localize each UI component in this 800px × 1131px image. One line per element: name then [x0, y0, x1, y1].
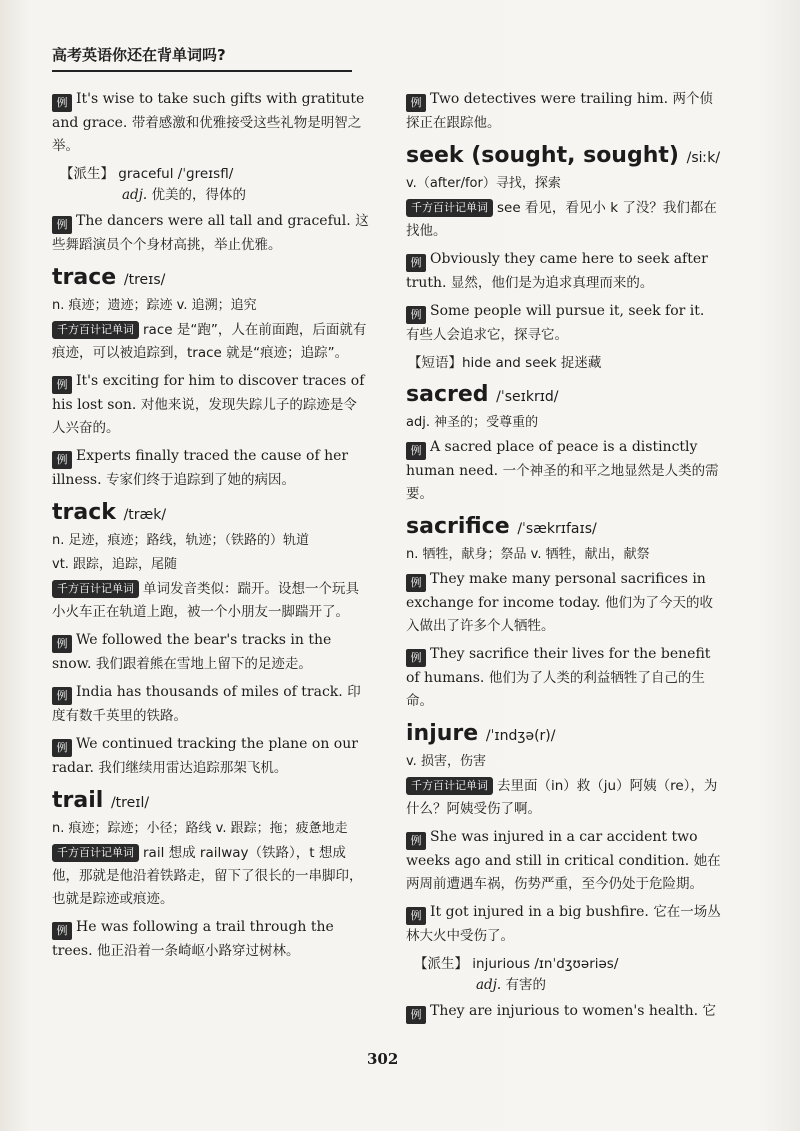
example-sacrifice-2 — [406, 643, 722, 713]
headword-text: sacred — [406, 382, 489, 407]
derived-phonetic: /ˈɡreɪsfl/ — [177, 166, 234, 182]
mnemonic-injure — [406, 775, 722, 821]
phonetic: /ˈseɪkrɪd/ — [496, 389, 559, 405]
example-icon: 例 — [52, 216, 72, 234]
example-trace-2 — [52, 445, 370, 492]
derived-def: 优美的，得体的 — [151, 187, 246, 203]
derived-entry — [60, 164, 370, 206]
example-en: They make many personal sacrifices in exchange for income today. — [406, 571, 706, 611]
example-icon: 例 — [406, 1006, 426, 1024]
headword-injure — [406, 719, 722, 751]
example-trace-1 — [52, 370, 370, 440]
headword-text: injure — [406, 721, 479, 746]
definition: vt. 跟踪，追踪，尾随 — [52, 557, 178, 572]
derived-label: 【派生】 — [414, 956, 468, 972]
example-zh: 他们为了今天的收入做出了许多个人牺牲。 — [406, 595, 713, 634]
headword-trail — [52, 786, 370, 818]
example-zh: 她在两周前遭遇车祸，伤势严重，至今仍处于危险期。 — [406, 853, 721, 892]
mnemonic-badge: 千方百计记单词 — [406, 777, 493, 795]
example-en: They sacrifice their lives for the benefit of humans. — [406, 646, 711, 686]
example-injure-2 — [406, 901, 722, 948]
example-zh: 我们跟着熊在雪地上留下的足迹走。 — [95, 656, 312, 672]
mnemonic-text: see 看见，看见小 k 了没？我们都在找他。 — [406, 200, 717, 239]
phrase-label: 【短语】 — [408, 355, 462, 371]
example-zh: 有些人会追求它，探寻它。 — [406, 327, 568, 343]
example-icon: 例 — [406, 306, 426, 324]
headword-text: track — [52, 500, 116, 525]
example-en: Two detectives were trailing him. — [430, 91, 669, 107]
derived-def: 有害的 — [505, 977, 546, 993]
right-column — [406, 88, 722, 1029]
example-zh: 它在一场丛林大火中受伤了。 — [406, 904, 721, 944]
derived-word: graceful — [118, 166, 174, 182]
example-en: We followed the bear's tracks in the snow. — [52, 632, 332, 672]
example-zh: 它 — [702, 1003, 717, 1019]
example-zh: 两个侦探正在跟踪他。 — [406, 91, 714, 131]
definition: v.（after/for）寻找，探索 — [406, 176, 561, 191]
mnemonic-text: rail 想成 railway（铁路），t 想成他，那就是他沿着铁路走，留下了很长的一串脚印，也就是踪迹或痕迹。 — [52, 845, 363, 907]
definition: n. 痕迹；踪迹；小径；路线 v. 跟踪；拖；疲惫地走 — [52, 821, 348, 836]
example-icon: 例 — [406, 94, 426, 112]
example-en: He was following a trail through the trees. — [52, 919, 334, 959]
example-zh: 他正沿着一条崎岖小路穿过树林。 — [96, 943, 300, 959]
example-en: We continued tracking the plane on our radar. — [52, 736, 358, 776]
example-detectives — [406, 88, 722, 135]
example-en: It's wise to take such gifts with gratitute and grace. — [52, 91, 365, 131]
example-icon: 例 — [52, 922, 72, 940]
headword-seek — [406, 141, 722, 173]
example-en: A sacred place of peace is a distinctly human need. — [406, 439, 698, 479]
example-seek-1 — [406, 248, 722, 295]
example-dancers — [52, 210, 370, 257]
phonetic: /ˈɪndʒə(r)/ — [485, 728, 556, 744]
mnemonic-badge: 千方百计记单词 — [52, 844, 139, 862]
example-en: It's exciting for him to discover traces of his lost son. — [52, 373, 365, 413]
example-zh: 专家们终于追踪到了她的病因。 — [106, 472, 296, 488]
left-column — [52, 88, 370, 968]
example-icon: 例 — [406, 442, 426, 460]
derived-label: 【派生】 — [60, 166, 114, 182]
example-en: Obviously they came here to seek after truth. — [406, 251, 708, 291]
example-icon: 例 — [52, 94, 72, 112]
phonetic: /træk/ — [123, 507, 167, 523]
definition: v. 损害，伤害 — [406, 754, 486, 769]
phonetic: /treɪs/ — [123, 272, 166, 288]
phrase-text: hide and seek 捉迷藏 — [462, 355, 602, 371]
example-zh: 显然，他们是为追求真理而来的。 — [450, 275, 654, 291]
example-track-3 — [52, 733, 370, 780]
running-header: 高考英语你还在背单词吗? — [52, 46, 226, 64]
example-en: The dancers were all tall and graceful. — [76, 213, 351, 229]
mnemonic-badge: 千方百计记单词 — [52, 321, 139, 339]
example-icon: 例 — [406, 907, 426, 925]
example-icon: 例 — [406, 649, 426, 667]
example-track-1 — [52, 629, 370, 676]
headword-text: trail — [52, 788, 104, 813]
example-sacred-1 — [406, 436, 722, 506]
example-trail-1 — [52, 916, 370, 963]
definition: adj. 神圣的；受尊重的 — [406, 415, 539, 430]
example-en: It got injured in a big bushfire. — [430, 904, 649, 920]
headword-text: trace — [52, 265, 117, 290]
phonetic: /ˈsækrɪfaɪs/ — [517, 521, 597, 537]
mnemonic-badge: 千方百计记单词 — [406, 199, 493, 217]
headword-trace — [52, 263, 370, 295]
example-icon: 例 — [52, 376, 72, 394]
phrase-entry — [408, 352, 722, 374]
example-gratitude — [52, 88, 370, 158]
example-icon: 例 — [52, 739, 72, 757]
mnemonic-trace — [52, 319, 370, 365]
headword-track — [52, 498, 370, 530]
example-en: They are injurious to women's health. — [430, 1003, 699, 1019]
derived-pos: adj. — [476, 977, 502, 993]
header-rule — [52, 70, 352, 72]
mnemonic-text: 单词发音类似：踹开。设想一个玩具小火车正在轨道上跑，被一个小朋友一脚踹开了。 — [52, 581, 359, 620]
example-seek-2 — [406, 300, 722, 347]
mnemonic-track — [52, 578, 370, 624]
derived-pos: adj. — [122, 187, 148, 203]
definition: n. 痕迹；遗迹；踪迹 v. 追溯；追究 — [52, 298, 257, 313]
example-zh: 这些舞蹈演员个个身材高挑，举止优雅。 — [52, 213, 369, 253]
example-icon: 例 — [406, 574, 426, 592]
example-icon: 例 — [406, 254, 426, 272]
mnemonic-trail — [52, 842, 370, 911]
example-zh: 他们为了人类的利益牺牲了自己的生命。 — [406, 670, 705, 709]
example-en: Some people will pursue it, seek for it. — [430, 303, 705, 319]
headword-text: seek (sought, sought) — [406, 143, 679, 168]
derived-entry — [414, 954, 722, 996]
example-en: India has thousands of miles of track. — [76, 684, 343, 700]
mnemonic-text: race 是“跑”，人在前面跑，后面就有痕迹，可以被追踪到，trace 就是“痕迹；追踪”。 — [52, 322, 367, 361]
example-sacrifice-1 — [406, 568, 722, 638]
phonetic: /treɪl/ — [110, 795, 150, 811]
example-zh: 我们继续用雷达追踪那架飞机。 — [98, 760, 288, 776]
example-track-2 — [52, 681, 370, 728]
example-en: She was injured in a car accident two weeks ago and still in critical condition. — [406, 829, 698, 869]
mnemonic-badge: 千方百计记单词 — [52, 580, 139, 598]
phonetic: /siːk/ — [686, 150, 721, 166]
mnemonic-text: 去里面（in）救（ju）阿姨（re），为什么？阿姨受伤了啊。 — [406, 778, 718, 817]
example-zh: 印度有数千英里的铁路。 — [52, 684, 361, 724]
example-zh: 带着感激和优雅接受这些礼物是明智之举。 — [52, 115, 362, 154]
example-zh: 对他来说，发现失踪儿子的踪迹是令人兴奋的。 — [52, 397, 357, 436]
headword-sacred — [406, 380, 722, 412]
page-number: 302 — [367, 1050, 399, 1068]
example-zh: 一个神圣的和平之地显然是人类的需要。 — [406, 463, 719, 502]
example-injure-1 — [406, 826, 722, 896]
example-icon: 例 — [52, 687, 72, 705]
example-icon: 例 — [52, 451, 72, 469]
example-en: Experts finally traced the cause of her illness. — [52, 448, 349, 488]
definition: n. 牺牲，献身；祭品 v. 牺牲，献出，献祭 — [406, 547, 650, 562]
derived-word: injurious — [472, 956, 531, 972]
example-icon: 例 — [406, 832, 426, 850]
example-icon: 例 — [52, 635, 72, 653]
definition: n. 足迹，痕迹；路线，轨迹；（铁路的）轨道 — [52, 533, 310, 548]
example-injure-3 — [406, 1000, 722, 1024]
headword-sacrifice — [406, 512, 722, 544]
derived-phonetic: /ɪnˈdʒʊəriəs/ — [534, 956, 619, 972]
mnemonic-seek — [406, 197, 722, 243]
headword-text: sacrifice — [406, 514, 510, 539]
